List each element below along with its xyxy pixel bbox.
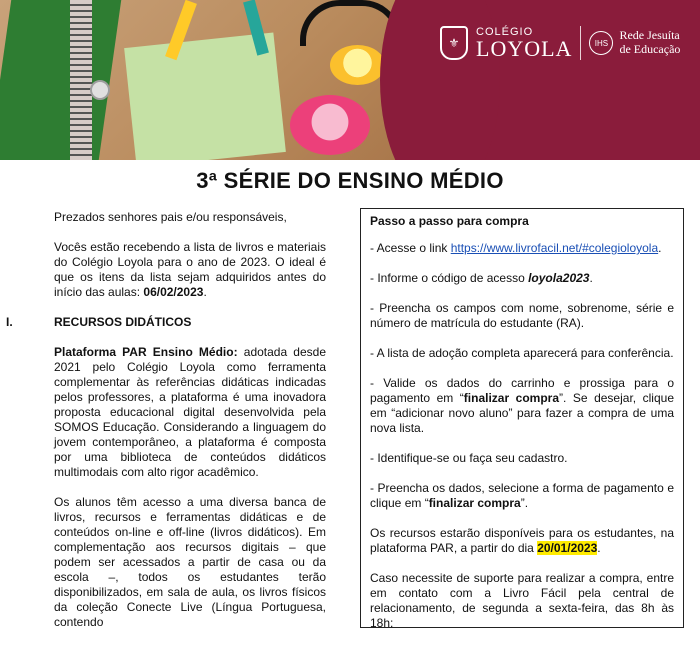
step-5: - Valide os dados do carrinho e prossiga para o pagamento em “finalizar compra”. Se desejar, clique em “adicionar novo aluno” para fazer a compra de uma nova lista.	[370, 376, 674, 435]
access-code: loyola2023	[528, 271, 590, 285]
step-6: - Identifique-se ou faça seu cadastro.	[370, 451, 568, 465]
availability-paragraph: Os recursos estarão disponíveis para os estudantes, na plataforma PAR, a partir do dia 20/01/2023.	[370, 526, 674, 555]
purchase-steps-box	[360, 208, 684, 628]
rede-line-2: de Educação	[619, 42, 681, 56]
availability-date: 20/01/2023	[537, 541, 598, 555]
section-number: I.	[6, 315, 13, 329]
step-2: - Informe o código de acesso loyola2023.	[370, 271, 593, 285]
support-paragraph: Caso necessite de suporte para realizar a compra, entre em contato com a Livro Fácil pela central de relacionamento, de segunda a sexta-feira, das 8h às 18h:	[370, 571, 674, 630]
crest-icon: ⚜	[440, 26, 468, 60]
yellow-paint-jar-image	[330, 45, 385, 85]
logo-text	[476, 27, 572, 60]
school-logo	[440, 26, 680, 60]
rede-jesuita-text	[619, 29, 680, 57]
livrofacil-link[interactable]: https://www.livrofacil.net/#colegioloyola	[450, 241, 659, 255]
access-paragraph: Os alunos têm acesso a uma diversa banca de livros, recursos e ferramentas didáticas e de conteúdos on-line e off-line (livros didáticos). Em complementação aos recursos digitais – que podem ser acessados a partir de casa ou da escola –, todos os estudantes terão disponibilizados, em sala de aula, os livros físicos da coleção Conecte Live (Língua Portuguesa, contendo	[54, 495, 326, 629]
section-heading	[6, 315, 326, 330]
banner-curve	[380, 0, 500, 160]
step-4: - A lista de adoção completa aparecerá para conferência.	[370, 346, 674, 360]
notebook-spiral	[70, 0, 92, 160]
section-title: RECURSOS DIDÁTICOS	[54, 315, 192, 329]
school-supplies-photo	[0, 0, 420, 160]
left-column	[6, 210, 326, 645]
box-heading: Passo a passo para compra	[370, 214, 529, 228]
logo-separator	[580, 26, 581, 60]
step-3: - Preencha os campos com nome, sobrenome, série e número de matrícula do estudante (RA).	[370, 301, 674, 330]
ihs-seal-icon: IHS	[589, 31, 613, 55]
step-7: - Preencha os dados, selecione a forma de pagamento e clique em “finalizar compra”.	[370, 481, 674, 510]
intro-paragraph: Vocês estão recebendo a lista de livros e materiais do Colégio Loyola para o ano de 2023. O ideal é que os itens da lista sejam adquiridos antes do início das aulas: 06/02/2023.	[54, 240, 326, 299]
step-1: - Acesse o link https://www.livrofacil.net/#colegioloyola.	[370, 241, 662, 255]
start-date: 06/02/2023	[143, 285, 204, 299]
par-paragraph: Plataforma PAR Ensino Médio: adotada desde 2021 pelo Colégio Loyola como ferramenta complementar às referências didáticas indicadas pelos professores, a plataforma é uma inovadora proposta educacional digital desenvolvida pela SOMOS Educação. Considerando a linguagem do jovem contemporâneo, a plataforma é composta por uma biblioteca de conteúdos didáticos multimodais com alto rigor acadêmico.	[54, 345, 326, 479]
page-title: 3ª SÉRIE DO ENSINO MÉDIO	[196, 168, 504, 193]
rede-line-1: Rede Jesuíta	[619, 28, 680, 43]
greeting: Prezados senhores pais e/ou responsáveis,	[54, 210, 287, 224]
logo-small-text: COLÉGIO	[476, 25, 534, 38]
logo-big-text: LOYOLA	[476, 35, 573, 61]
header-banner	[0, 0, 700, 160]
pink-paint-jar-image	[290, 95, 370, 155]
pushpin-image	[90, 80, 110, 100]
par-label: Plataforma PAR Ensino Médio:	[54, 345, 238, 359]
